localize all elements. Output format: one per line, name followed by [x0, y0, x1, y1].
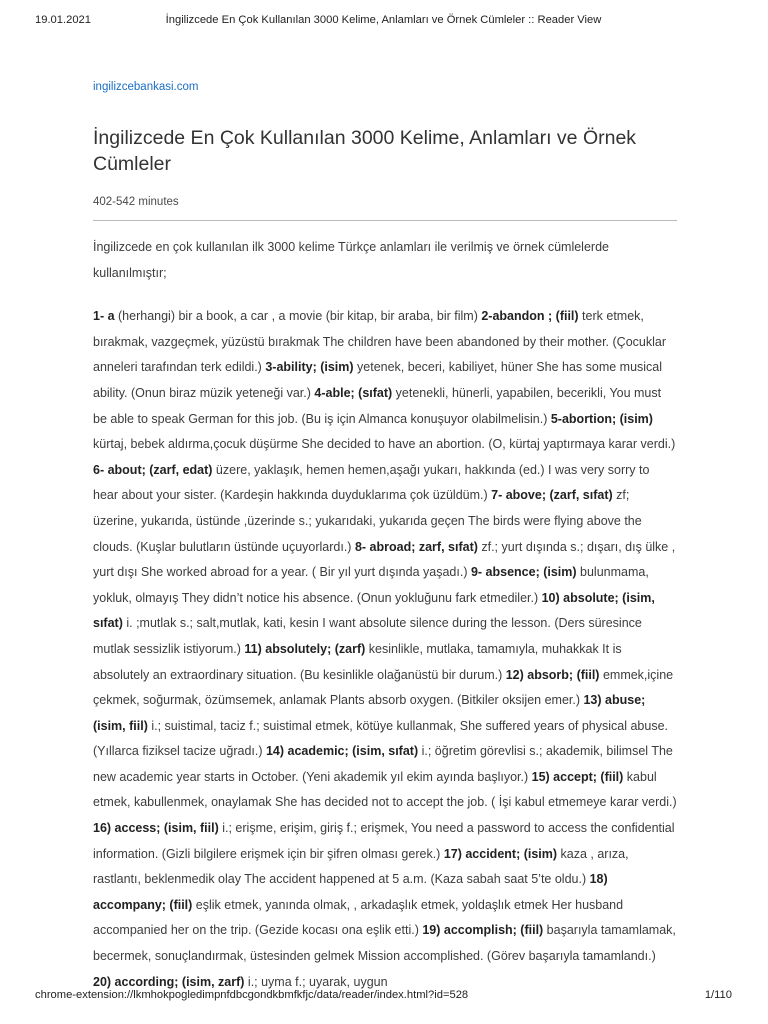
print-header [35, 14, 732, 32]
entry-term: 16) access; (isim, fiil) [93, 821, 219, 836]
entry-definition: eşlik etmek, yanında olmak, , arkadaşlık etmek, yoldaşlık etmek Her husband accompanied her on the trip. (Gezide kocası ona eşlik etti.) [93, 897, 624, 938]
entry-definition: kaza , arıza, rastlantı, beklenmedik olay The accident happened at 5 a.m. (Kaza sabah saat 5’te oldu.) [93, 846, 629, 887]
entry-definition: i.; erişme, erişim, giriş f.; erişmek, You need a password to access the confidential information. (Gizli bilgilere erişmek için bir şifren olması gerek.) [93, 821, 675, 861]
header-divider [93, 220, 677, 221]
entry-definition: i.; uyma f.; uyarak, uygun [244, 974, 388, 989]
entry-definition: (herhangi) bir a book, a car , a movie (bir kitap, bir araba, bir film) [114, 309, 482, 324]
entry-term: 18) accompany; (fiil) [93, 872, 608, 912]
entry-term: 12) absorb; (fiil) [505, 667, 600, 682]
entry-term: 6- about; (zarf, edat) [93, 462, 213, 477]
entry-definition: yetenek, beceri, kabiliyet, hüner She has some musical ability. (Onun biraz müzik yeteneği var.) [93, 360, 663, 400]
entry-definition: üzere, yaklaşık, hemen hemen,aşağı yukarı, hakkında (ed.) I was very sorry to hear about your sister. (Kardeşin hakkında duyduklarıma çok üzüldüm.) [93, 462, 650, 503]
intro-paragraph: İngilizcede en çok kullanılan ilk 3000 kelime Türkçe anlamları ile verilmiş ve örnek cümlelerde kullanılmıştır; [93, 240, 609, 280]
entry-definition: başarıyla tamamlamak, becermek, sonuçlandırmak, üstesinden gelmek Mission accomplished. (Görev başarıyla tamamlandı.) [93, 923, 676, 964]
entry-term: 13) abuse; (isim, fiil) [93, 693, 646, 733]
print-footer [35, 989, 732, 1005]
entry-definition: kürtaj, bebek aldırma,çocuk düşürme She decided to have an abortion. (O, kürtaj yaptırmaya karar verdi.) [93, 437, 676, 452]
entry-term: 14) academic; (isim, sıfat) [265, 744, 419, 759]
entry-definition: kabul etmek, kabullenmek, onaylamak She has decided not to accept the job. ( İşi kabul etmemeye karar verdi.) [93, 769, 677, 810]
print-title: İngilizcede En Çok Kullanılan 3000 Kelime, Anlamları ve Örnek Cümleler :: Reader View [165, 14, 602, 26]
entry-term: 8- abroad; zarf, sıfat) [354, 539, 478, 554]
entry-term: 5-abortion; (isim) [550, 411, 653, 426]
entry-term: 1- a [93, 309, 115, 324]
article-content [93, 235, 677, 995]
reading-time: 402-542 minutes [93, 196, 179, 208]
reader-view [93, 77, 677, 995]
entry-term: 3-ability; (isim) [265, 360, 354, 375]
article-title: İngilizcede En Çok Kullanılan 3000 Kelime, Anlamları ve Örnek Cümleler [93, 127, 637, 175]
entry-term: 7- above; (zarf, sıfat) [491, 488, 613, 503]
entry-definition: i. ;mutlak s.; salt,mutlak, kati, kesin I want absolute silence during the lesson. (Ders süresince mutlak sessizlik istiyorum.) [93, 616, 642, 656]
entry-term: 10) absolute; (isim, sıfat) [93, 590, 655, 631]
entry-definition: bulunmama, yokluk, olmayış They didn’t notice his absence. (Onun yokluğunu fark etmediler.) [93, 565, 649, 605]
entry-term: 2-abandon ; (fiil) [481, 309, 579, 324]
entry-term: 4-able; (sıfat) [314, 385, 393, 400]
word-entry [93, 309, 481, 323]
entry-term: 20) according; (isim, zarf) [93, 974, 245, 989]
entry-definition: i.; öğretim görevlisi s.; akademik, bilimsel The new academic year starts in October. (Yeni akademik yıl ekim ayında başlıyor.) [93, 744, 673, 784]
entry-definition: kesinlikle, mutlaka, tamamıyla, muhakkak It is absolutely an extraordinary situation. (Bu kesinlikle olağanüstü bir durum.) [93, 641, 622, 682]
source-domain-link[interactable]: ingilizcebankasi.com [93, 81, 199, 93]
word-entry [93, 975, 388, 989]
entry-definition: i.; suistimal, taciz f.; suistimal etmek, kötüye kullanmak, She suffered years of physical abuse. (Yıllarca fiziksel tacize uğradı.) [93, 718, 669, 759]
page-number: 1/110 [704, 989, 732, 1001]
print-date: 19.01.2021 [35, 14, 91, 26]
entry-definition: zf.; yurt dışında s.; dışarı, dış ülke , yurt dışı She worked abroad for a year. ( Bir yıl yurt dışında yaşadı.) [93, 539, 676, 580]
entry-term: 15) accept; (fiil) [531, 769, 624, 784]
word-list-paragraph [93, 304, 677, 995]
entry-definition: yetenekli, hünerli, yapabilen, becerikli, You must be able to speak German for this job. (Bu iş için Almanca konuşuyor olabilmelisin.) [93, 385, 662, 426]
entry-term: 11) absolutely; (zarf) [244, 641, 366, 656]
entry-definition: terk etmek, bırakmak, vazgeçmek, yüzüstü bırakmak The children have been abandoned by their mother. (Çocuklar anneleri tarafından terk edildi.) [93, 309, 666, 375]
entry-term: 19) accomplish; (fiil) [422, 923, 544, 938]
entry-term: 17) accident; (isim) [443, 846, 558, 861]
print-url: chrome-extension://lkmhokpogledimpnfdbcgondkbmfkfjc/data/reader/index.html?id=528 [35, 989, 469, 1001]
entry-definition: emmek,içine çekmek, soğurmak, özümsemek, anlamak Plants absorb oxygen. (Bitkiler oksijen emer.) [93, 667, 674, 708]
entry-term: 9- absence; (isim) [470, 565, 577, 580]
entry-definition: zf; üzerine, yukarıda, üstünde ,üzerinde s.; yukarıdaki, yukarıda geçen The birds were flying above the clouds. (Kuşlar bulutların üstünde uçuyorlardı.) [93, 488, 642, 554]
